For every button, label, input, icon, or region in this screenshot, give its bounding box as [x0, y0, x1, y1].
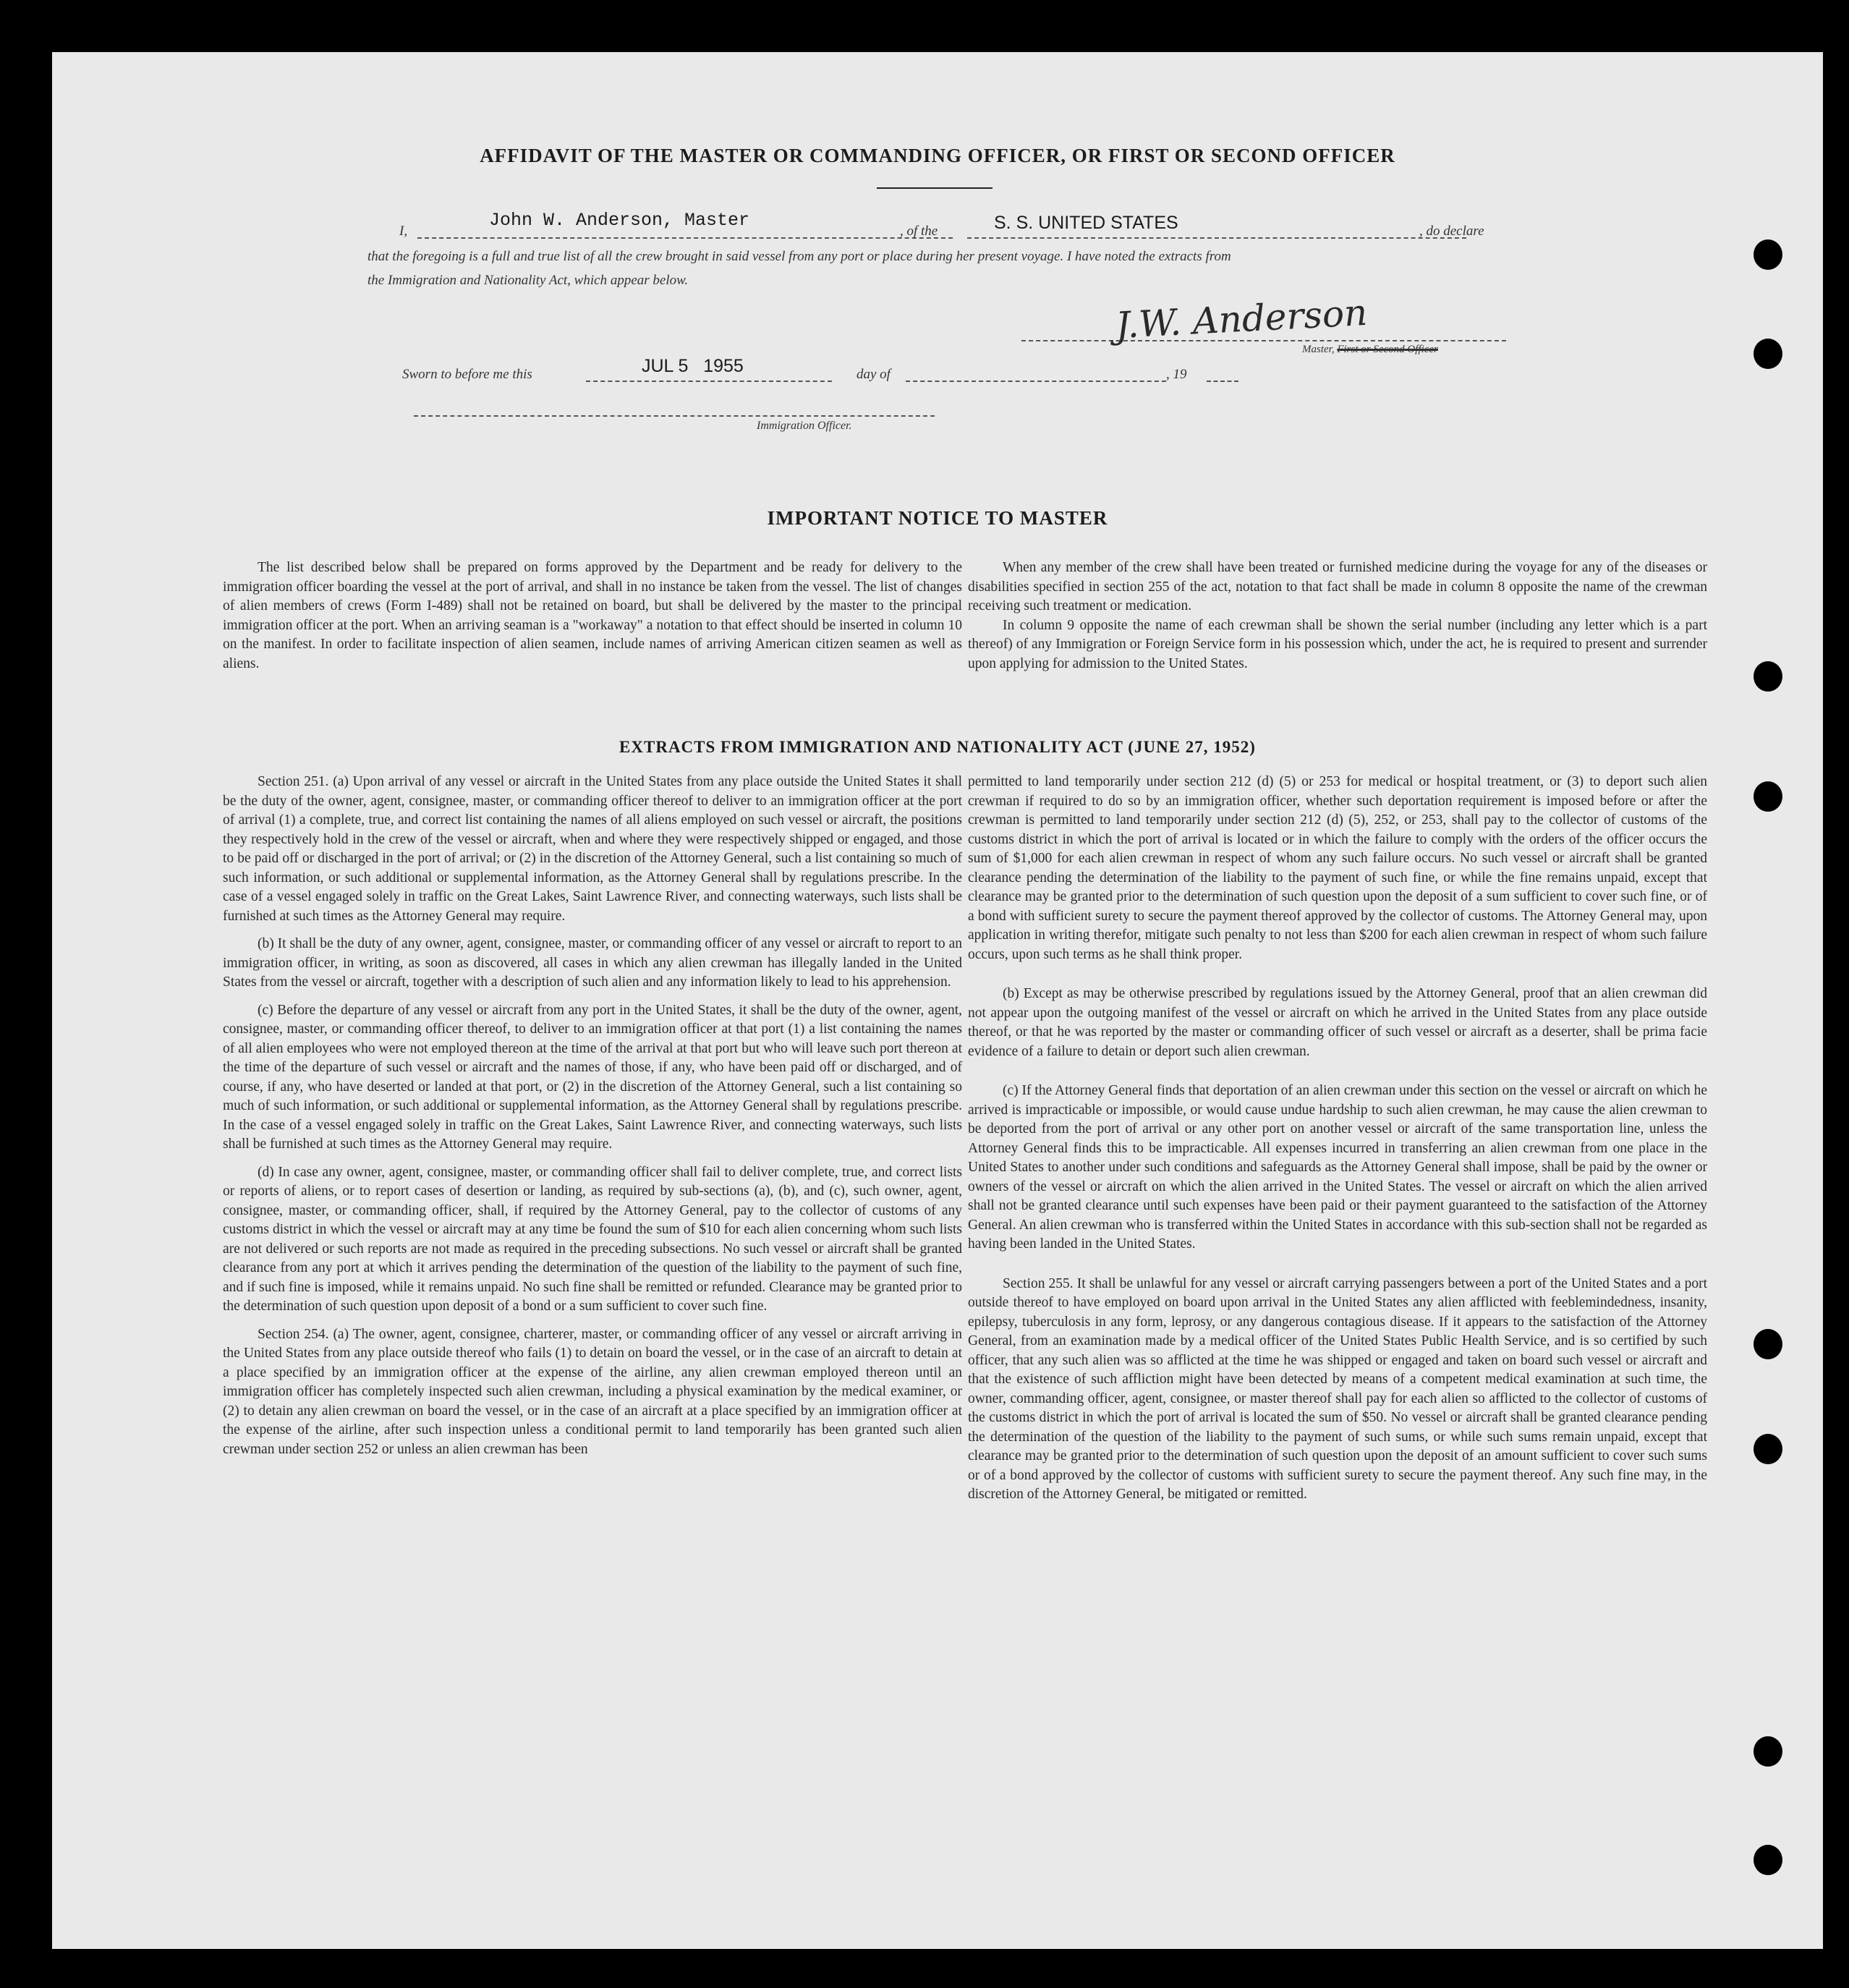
name-line [417, 237, 953, 239]
binder-hole [1754, 1736, 1782, 1767]
month-line [906, 381, 1166, 382]
section-251-d: (d) In case any owner, agent, consignee, master, or commanding officer shall fail to deliver complete, true, and correct lists or reports of aliens, or to report cases of desertion or landing, as required by sub-sections (a), (b), and (c), such owner, agent, consignee, master, or commanding officer, shall, if required by the Attorney General, pay to the collector of customs of any customs district in which the vessel or aircraft may at any time be found the sum of $10 for each alien concerning whom such lists are not delivered or such reports are not made as required in the preceding subsections. No such vessel or aircraft shall be granted clearance from any port at which it arrives pending the determination of the question of the liability to the payment of such fine, and if such fine is imposed, while it remains unpaid. No such fine shall be remitted or refunded. Clearance may be granted prior to the determination of such question upon deposit of a bond or a sum sufficient to cover such fine. [223, 1164, 962, 1314]
sworn-date-stamp[interactable]: JUL 5 1955 [642, 356, 744, 376]
notice-title: IMPORTANT NOTICE TO MASTER [767, 507, 1108, 529]
affidavit-title: AFFIDAVIT OF THE MASTER OR COMMANDING OFFICER, OR FIRST OR SECOND OFFICER [480, 145, 1395, 166]
sworn-date-line [586, 381, 832, 382]
section-254-a: Section 254. (a) The owner, agent, consignee, charterer, master, or commanding officer of any vessel or aircraft arriving in the United States from any place outside thereof who fails (1) to detain on board the vessel, or in the case of an aircraft to detain at a place specified by an immigration officer at the expense of the airline, any alien crewman employed thereon until an immigration officer has completely inspected such alien crewman, including a physical examination by the medical examiner, or (2) to detain any alien crewman on board the vessel, or in the case of an aircraft at a place specified by an immigration officer at the expense of the airline, after such inspection unless a conditional permit to land temporarily has been granted such alien crewman under section 252 or unless an alien crewman has been [223, 1326, 962, 1457]
extracts-left-column [223, 773, 962, 1468]
section-251-c: (c) Before the departure of any vessel or aircraft from any port in the United States, it shall be the duty of the owner, agent, consignee, master, or commanding officer thereof, to deliver to an immigration officer at that port (1) a list containing the names of all alien employees who were not employed thereon at the time of the arrival at that port but who will leave such port thereon at the time of the departure of such vessel or aircraft and the names of those, if any, who have been paid off or discharged, and of course, if any, who have deserted or landed at that port, or (2) in the discretion of the Attorney General, such a list containing so much of such information, or such additional or supplemental information, as the Attorney General shall by regulations prescribe. In the case of a vessel engaged solely in traffic on the Great Lakes, Saint Lawrence River, and connecting waterways, such lists shall be furnished at such times as the Attorney General may require. [223, 1002, 962, 1152]
signature: J.W. Anderson [1114, 291, 1369, 347]
document-page [52, 52, 1823, 1949]
section-254-a-continued: permitted to land temporarily under section 212 (d) (5) or 253 for medical or hospital treatment, or (3) to deport such alien crewman if required to do so by an immigration officer, whether such deportation requirement is imposed before or after the crewman is permitted to land temporarily under section 212 (d) (5), 252, or 253, shall pay to the collector of customs of the customs district in which the port of arrival is located or in which the failure to comply with the orders of the officer occurs the sum of $1,000 for each alien crewman in respect of whom any such failure occurs. No such vessel or aircraft shall be granted clearance pending the determination of the liability to the payment of such fine, or while the fine remains unpaid, except that clearance may be granted prior to the determination of such question upon the deposit of a sum sufficient to cover such fine, or of a bond with sufficient surety to secure the payment thereof approved by the collector of customs. The Attorney General may, upon application in writing therefor, mitigate such penalty to not less than $200 for each alien crewman in respect of whom such failure occurs, upon such terms as he shall think proper. [968, 774, 1707, 962]
signature-caption-struck: First or Second Officer [1337, 344, 1438, 355]
binder-hole [1754, 1434, 1782, 1464]
notice-right-column [968, 558, 1707, 682]
signature-caption-master: Master, [1302, 344, 1338, 355]
section-251-a: Section 251. (a) Upon arrival of any vessel or aircraft in the United States from any place outside the United States it shall be the duty of the owner, agent, consignee, master, or commanding officer thereof to deliver to an immigration officer at the port of arrival (1) a complete, true, and correct list containing the names of all aliens employed on such vessel or aircraft, the positions they respectively hold in the crew of the vessel or aircraft, when and where they were respectively shipped or engaged, and those to be paid off or discharged in the port of arrival; or (2) in the discretion of the Attorney General, such a list containing so much of such information, or such additional or supplemental information, as the Attorney General shall by regulations prescribe. In the case of a vessel engaged solely in traffic on the Great Lakes, Saint Lawrence River, and connecting waterways, such lists shall be furnished at such times as the Attorney General may require. [223, 774, 962, 924]
section-254-b: (b) Except as may be otherwise prescribed by regulations issued by the Attorney General, proof that an alien crewman did not appear upon the outgoing manifest of the vessel or aircraft on which he arrived in the United States from any place outside thereof, or that he was reported by the master or commanding officer of such vessel or aircraft as a deserter, shall be prima facie evidence of a failure to detain or deport such alien crewman. [968, 986, 1707, 1059]
vessel-name-field[interactable]: S. S. UNITED STATES [994, 213, 1178, 233]
binder-hole [1754, 339, 1782, 369]
section-251-b: (b) It shall be the duty of any owner, agent, consignee, master, or commanding officer of any vessel or aircraft to report to an immigration officer, in writing, as soon as discovered, all cases in which any alien crewman has illegally landed in the United States from the vessel or aircraft, together with a description of such alien and any information likely to lead to his apprehension. [223, 936, 962, 990]
year-prefix: , 19 [1166, 367, 1187, 382]
binder-hole [1754, 1329, 1782, 1359]
notice-right-paragraph-2: In column 9 opposite the name of each crewman shall be shown the serial number (including any letter which is a part thereof) of any Immigration or Foreign Service form in his possession which, under the act, he is required to present and surrender upon applying for admission to the United States. [968, 617, 1707, 671]
binder-hole [1754, 1845, 1782, 1875]
year-line [1207, 381, 1238, 382]
notice-left-paragraph: The list described below shall be prepared on forms approved by the Department and be ready for delivery to the immigration officer boarding the vessel at the port of arrival, and shall in no instance be taken from the vessel. The list of changes of alien members of crews (Form I-489) shall not be retained on board, but shall be delivered by the master to the principal immigration officer at the port. When an arriving seaman is a "workaway" a notation to that effect should be inserted in column 10 on the manifest. In order to facilitate inspection of alien seamen, include names of arriving American citizen seamen as well as aliens. [223, 560, 962, 671]
notice-left-column [223, 558, 962, 682]
day-of-label: day of [857, 367, 891, 382]
binder-hole [1754, 781, 1782, 812]
signature-caption [1302, 344, 1438, 356]
section-255: Section 255. It shall be unlawful for any vessel or aircraft carrying passengers between a port of the United States and a port outside thereof to have employed on board upon arrival in the United States any alien afflicted with feeblemindedness, insanity, epilepsy, tuberculosis in any form, leprosy, or any dangerous contagious disease. If it appears to the satisfaction of the Attorney General, from an examination made by a medical officer of the United States Public Health Service, and is so certified by such officer, that any such alien was so afflicted at the time he was shipped or engaged and taken on board such vessel or aircraft and that the existence of such affliction might have been detected by means of a competent medical examination at such time, the owner, commanding officer, agent, consignee, or master thereof shall pay for each alien so afflicted to the collector of customs of the customs district in which the port of arrival is located the sum of $50. No vessel or aircraft shall be granted clearance pending the determination of the question of the liability to the payment of such sums, or while such sums remain unpaid, except that clearance may be granted prior to the determination of such question upon the deposit of an amount sufficient to cover such sums or of a bond approved by the collector of customs with sufficient surety to secure the payment thereof. Any such fine may, in the discretion of the Attorney General, be mitigated or remitted. [968, 1275, 1707, 1502]
immigration-officer-line [414, 415, 935, 417]
vessel-line [967, 237, 1466, 239]
binder-hole [1754, 661, 1782, 692]
lead-i: I, [399, 224, 408, 239]
signature-line [1021, 340, 1506, 341]
immigration-officer-caption: Immigration Officer. [757, 420, 852, 432]
sworn-label: Sworn to before me this [402, 367, 532, 382]
officer-name-field[interactable]: John W. Anderson, Master [489, 210, 750, 231]
of-the-label: , of the [900, 224, 938, 239]
extracts-title: EXTRACTS FROM IMMIGRATION AND NATIONALITY ACT (JUNE 27, 1952) [619, 738, 1256, 756]
do-declare-label: , do declare [1419, 224, 1484, 239]
notice-right-paragraph-1: When any member of the crew shall have been treated or furnished medicine during the voyage for any of the diseases or disabilities specified in section 255 of the act, notation to that fact shall be made in column 8 opposite the name of the crewman receiving such treatment or medication. [968, 560, 1707, 613]
title-underline [877, 187, 992, 189]
declaration-line-2: the Immigration and Nationality Act, which appear below. [367, 273, 689, 288]
binder-hole [1754, 239, 1782, 270]
declaration-line-1: that the foregoing is a full and true list of all the crew brought in said vessel from any port or place during her present voyage. I have noted the extracts from [367, 249, 1231, 264]
section-254-c: (c) If the Attorney General finds that deportation of an alien crewman under this section on the vessel or aircraft on which he arrived is impracticable or impossible, or would cause undue hardship to such alien crewman, he may cause the alien crewman to be deported from the port of arrival or any other port on another vessel or aircraft of the same transportation line, unless the Attorney General finds this to be impracticable. All expenses incurred in transferring an alien crewman from one place in the United States to another under such conditions and safeguards as the Attorney General shall impose, shall be paid by the owner or owners of the vessel or aircraft on which the alien arrived in the United States. The vessel or aircraft on which the alien arrived shall not be granted clearance until such expenses have been paid or their payment guaranteed to the satisfaction of the Attorney General. An alien crewman who is transferred within the United States in accordance with this sub-section shall not be regarded as having been landed in the United States. [968, 1083, 1707, 1252]
extracts-right-column [968, 773, 1707, 1513]
